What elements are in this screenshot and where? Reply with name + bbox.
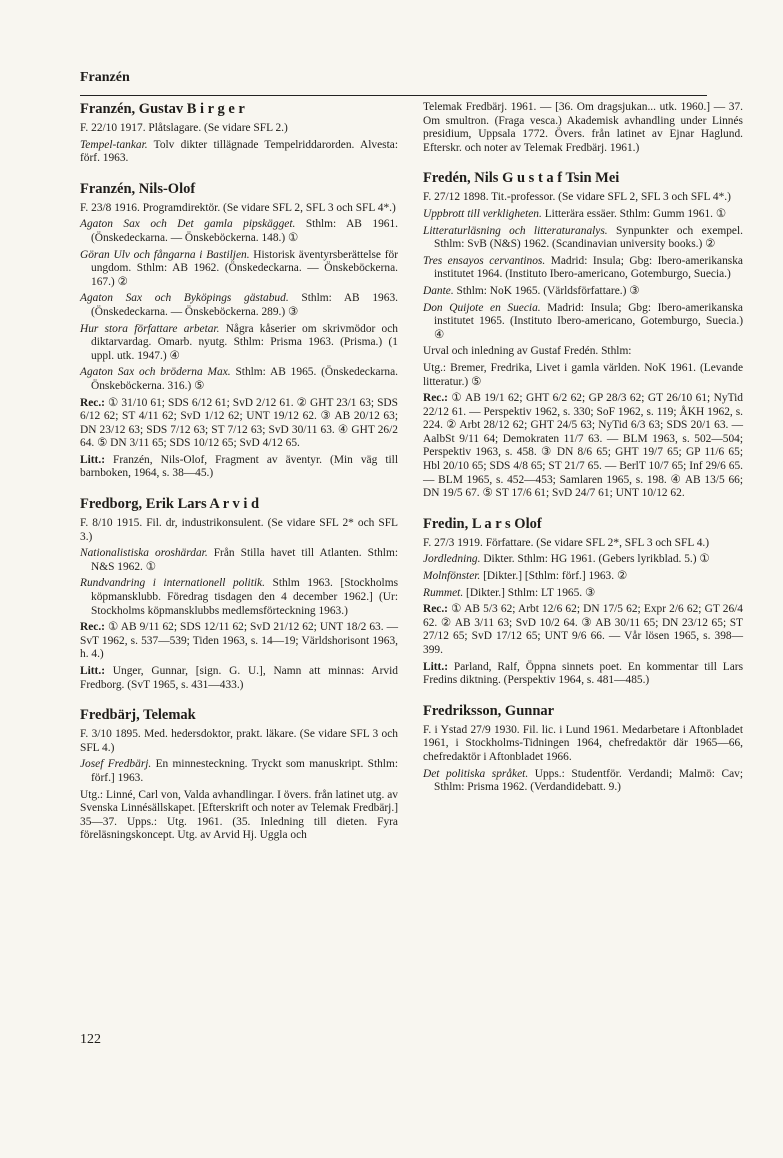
work-title: Jordledning. <box>423 553 481 566</box>
entry-text: Litterära essäer. Sthlm: Gumm 1961. ① <box>541 207 727 220</box>
entry-paragraph <box>80 517 398 544</box>
entry-text: Dikter. Sthlm: HG 1961. (Gebers lyrikblad. 5.) ① <box>480 553 710 566</box>
right-column <box>423 101 743 810</box>
entry-heading: Fredin, L a r s Olof <box>423 515 542 532</box>
biography-entry <box>423 101 743 155</box>
entry-heading: Fredbärj, Telemak <box>80 707 196 724</box>
entry-text: Utg.: Linné, Carl von, Valda avhandlingar. I övers. från latinet utg. av Svenska Linnésällskapet. [Efterskrift och noter av Telemak Fredbärj.] 35—37. Upps.: Utg. 1961. (35. Inledning till dieten. Fyra föreläsningskoncept. Utg. av Arvid Hj. Uggla och <box>80 788 398 842</box>
work-title: Nationalistiska oroshärdar. <box>80 547 208 560</box>
entry-text: En minnesteckning. Tryckt som manuskript. Sthlm: förf.] 1963. <box>91 758 398 784</box>
work-title: Hur stora författare arbetar. <box>80 322 220 335</box>
work-title: Dante. <box>423 284 454 297</box>
entry-text: Tolv dikter tillägnade Tempelriddarorden. Alvesta: förf. 1963. <box>80 138 398 165</box>
entry-text: F. 8/10 1915. Fil. dr, industrikonsulent. (Se vidare SFL 2* och SFL 3.) <box>80 517 398 543</box>
entry-paragraph <box>423 570 743 584</box>
entry-paragraph <box>80 122 398 136</box>
section-label: Rec.: <box>423 392 448 405</box>
work-title: Agaton Sax och Det gamla pipskägget. <box>80 218 296 231</box>
work-title: Det politiska språket. <box>423 767 529 780</box>
page-number: 122 <box>80 1032 101 1047</box>
entry-paragraph <box>80 789 398 843</box>
entry-text: Sthlm: NoK 1965. (Världsförfattare.) ③ <box>453 284 640 297</box>
biography-entry <box>80 101 398 166</box>
biography-entry <box>423 170 743 500</box>
entry-paragraph <box>80 292 398 319</box>
entry-paragraph <box>80 323 398 364</box>
entry-paragraph <box>80 397 398 451</box>
entry-text: [Dikter.] Sthlm: LT 1965. ③ <box>463 586 596 599</box>
work-title: Agaton Sax och bröderna Max. <box>80 366 231 379</box>
entry-text: [Dikter.] [Sthlm: förf.] 1963. ② <box>480 570 628 583</box>
entry-paragraph <box>423 285 743 299</box>
section-label: Rec.: <box>80 396 105 409</box>
work-title: Rummet. <box>423 586 464 599</box>
entry-text: Franzén, Nils-Olof, Fragment av äventyr. (Min väg till barnboken, 1964, s. 38—45.) <box>80 453 398 480</box>
entry-paragraph <box>423 191 743 205</box>
section-label: Litt.: <box>80 453 105 466</box>
entry-paragraph <box>80 577 398 618</box>
entry-paragraph <box>80 218 398 245</box>
biography-entry <box>80 707 398 843</box>
entry-paragraph <box>80 454 398 481</box>
entry-paragraph <box>80 366 398 393</box>
entry-text: Från Stilla havet till Atlanten. Sthlm: N&S 1962. ① <box>91 547 398 573</box>
entry-text: F. 27/3 1919. Författare. (Se vidare SFL 2*, SFL 3 och SFL 4.) <box>423 536 710 549</box>
left-column <box>80 101 398 858</box>
entry-text: F. 3/10 1895. Med. hedersdoktor, prakt. läkare. (Se vidare SFL 3 och SFL 4.) <box>80 728 398 754</box>
entry-heading: Fredborg, Erik Lars A r v i d <box>80 496 260 513</box>
entry-text: ① 31/10 61; SDS 6/12 61; SvD 2/12 61. ② GHT 23/1 63; SDS 6/12 62; ST 4/11 62; SvD 1/12 62; UNT 19/12 62. ③ AB 20/12 63; DN 23/12 63; SDS 7/12 63; ST 7/12 63; SvD 30/11 63. ④ GHT 26/2 64. ⑤ DN 3/11 65; SDS 10/12 65; SvD 4/12 65. <box>80 396 398 450</box>
entry-text: F. 22/10 1917. Plåtslagare. (Se vidare SFL 2.) <box>80 122 288 134</box>
work-title: Göran Ulv och fångarna i Bastiljen. <box>80 248 250 261</box>
work-title: Don Quijote en Suecia. <box>423 301 541 314</box>
work-title: Tres ensayos cervantinos. <box>423 254 546 267</box>
entry-heading: Franzén, Gustav B i r g e r <box>80 101 245 117</box>
work-title: Rundvandring i internationell politik. <box>80 577 265 590</box>
entry-heading: Franzén, Nils-Olof <box>80 180 196 197</box>
biography-entry <box>423 516 743 688</box>
entry-paragraph <box>80 547 398 574</box>
entry-paragraph <box>423 101 743 155</box>
section-label: Rec.: <box>423 603 448 616</box>
entry-paragraph <box>423 768 743 795</box>
section-label: Litt.: <box>80 665 105 677</box>
entry-text: Madrid: Insula; Gbg: Ibero-amerikanska institutet 1965. (Instituto Ibero-americano, Gotemburgo, Suecia.) ④ <box>434 301 743 341</box>
entry-text: Utg.: Bremer, Fredrika, Livet i gamla världen. NoK 1961. (Levande litteratur.) ⑤ <box>423 361 743 388</box>
entry-text: Upps.: Studentför. Verdandi; Malmö: Cav; Sthlm: Prisma 1962. (Verdandidebatt. 9.) <box>434 767 744 794</box>
entry-text: Urval och inledning av Gustaf Fredén. Sthlm: <box>423 345 632 358</box>
entry-text: Sthlm: AB 1963. (Önskedeckarna. — Önskeböckerna. 289.) ③ <box>91 292 398 318</box>
entry-text: ① AB 19/1 62; GHT 6/2 62; GP 28/3 62; GT 26/10 61; NyTid 22/12 61. — Perspektiv 1962, s. 330; SoF 1962, s. 119; ÅKH 1962, s. 224. ② Arbt 28/12 62; GHT 24/5 63; NyTid 6/3 63; SDS 20/1 63. — AalbSt 9/11 64; Demokraten 11/7 63. — BLM 1963, s. 502—504; Perspektiv 1963, s. 458. ③ DN 8/6 65; GHT 19/7 65; GP 11/6 65; Hbl 20/10 65; SDS 4/8 65; ST 21/7 65. — BerlT 10/7 65; Inf 29/6 65. — BLM 1965, s. 452—453; Samlaren 1965, s. 198. ④ AB 13/5 66; DN 19/5 67. ⑤ ST 17/6 61; SvD 24/7 61; UNT 10/12 62. <box>423 392 743 500</box>
entry-paragraph <box>80 249 398 290</box>
entry-text: Några kåserier om skrivmödor och diktarvardag. Omarb. nyutg. Sthlm: Prisma 1963. (Prisma.) (1 uppl. utk. 1947.) ④ <box>91 322 398 362</box>
entry-text: Synpunkter och exempel. Sthlm: SvB (N&S) 1962. (Scandinavian university books.) ② <box>434 224 743 251</box>
running-head: Franzén <box>80 70 130 85</box>
entry-paragraph <box>423 724 743 765</box>
entry-paragraph <box>423 661 743 688</box>
entry-heading: Fredriksson, Gunnar <box>423 702 555 719</box>
entry-text: ① AB 5/3 62; Arbt 12/6 62; DN 17/5 62; Expr 2/6 62; GT 26/4 62. ② AB 3/11 63; SvD 10/2 64. ③ AB 30/11 65; DN 23/12 65; ST 27/12 65; SvD 17/12 65; UNT 9/6 66. — Vår lösen 1965, s. 398—399. <box>423 603 743 656</box>
work-title: Agaton Sax och Byköpings gästabud. <box>80 292 289 305</box>
entry-text: Historisk äventyrsberättelse för ungdom. Sthlm: AB 1962. (Önskedeckarna. — Önskeböckerna. 167.) ② <box>91 248 398 288</box>
section-label: Rec.: <box>80 621 105 634</box>
entry-text: Parland, Ralf, Öppna sinnets poet. En kommentar till Lars Fredins diktning. (Perspektiv 1964, s. 481—485.) <box>423 660 743 687</box>
entry-paragraph <box>423 302 743 343</box>
entry-text: F. 23/8 1916. Programdirektör. (Se vidare SFL 2, SFL 3 och SFL 4*.) <box>80 201 396 214</box>
entry-text: Telemak Fredbärj. 1961. — [36. Om dragsjukan... utk. 1960.] — 37. Om smultron. (Fraga vesca.) Akademisk avhandling under Linnés presidium, Uppsala 1772. Övers. från latinet av Ejnar Haglund. Efterskr. och noter av Telemak Fredbärj. 1961.) <box>423 101 743 154</box>
entry-text: Unger, Gunnar, [sign. G. U.], Namn att minnas: Arvid Fredborg. (SvT 1965, s. 431—433.) <box>80 665 398 691</box>
entry-text: Sthlm: AB 1965. (Önskedeckarna. Önskeböckerna. 316.) ⑤ <box>91 366 398 392</box>
entry-paragraph <box>423 537 743 551</box>
work-title: Uppbrott till verkligheten. <box>423 207 542 220</box>
entry-paragraph <box>423 345 743 359</box>
biography-entry <box>423 703 743 795</box>
entry-text: F. i Ystad 27/9 1930. Fil. lic. i Lund 1961. Medarbetare i Aftonbladet 1961, i Stockholms-Tidningen 1964, chefredaktör där 1965—66, chefredaktör i Aftonbladet 1966. <box>423 723 743 763</box>
entry-paragraph <box>423 587 743 601</box>
entry-paragraph <box>423 225 743 252</box>
entry-paragraph <box>80 621 398 662</box>
entry-paragraph <box>423 392 743 501</box>
entry-text: Sthlm 1963. [Stockholms köpmansklubb. Föredrag tisdagen den 4 december 1962.] (Ur: Stockholms köpmansklubbs medlemsförteckning 1963.) <box>91 577 399 617</box>
biography-entry <box>80 181 398 481</box>
entry-text: Madrid: Insula; Gbg: Ibero-amerikanska institutet 1964. (Instituto Ibero-americano, Gotemburgo, Suecia.) <box>434 254 743 281</box>
biography-entry <box>80 496 398 692</box>
header-rule <box>80 95 707 96</box>
entry-paragraph <box>423 603 743 657</box>
entry-paragraph <box>423 553 743 567</box>
entry-text: F. 27/12 1898. Tit.-professor. (Se vidare SFL 2, SFL 3 och SFL 4*.) <box>423 191 731 204</box>
entry-paragraph <box>80 758 398 785</box>
entry-paragraph <box>80 665 398 692</box>
work-title: Josef Fredbärj. <box>80 758 152 771</box>
work-title: Molnfönster. <box>423 570 481 583</box>
section-label: Litt.: <box>423 660 448 673</box>
work-title: Tempel-tankar. <box>80 138 148 151</box>
entry-paragraph <box>80 202 398 216</box>
entry-paragraph <box>80 728 398 755</box>
entry-paragraph <box>423 255 743 282</box>
entry-heading: Fredén, Nils G u s t a f Tsin Mei <box>423 170 620 187</box>
entry-paragraph <box>423 362 743 389</box>
entry-paragraph <box>80 139 398 166</box>
entry-paragraph <box>423 208 743 222</box>
entry-text: Sthlm: AB 1961. (Önskedeckarna. — Önskeböckerna. 148.) ① <box>91 218 398 244</box>
entry-text: ① AB 9/11 62; SDS 12/11 62; SvD 21/12 62; UNT 18/2 63. — SvT 1962, s. 537—539; Tiden 1963, s. 14—19; Världshorisont 1963, h. 4.) <box>80 621 398 661</box>
work-title: Litteraturläsning och litteraturanalys. <box>423 224 608 237</box>
